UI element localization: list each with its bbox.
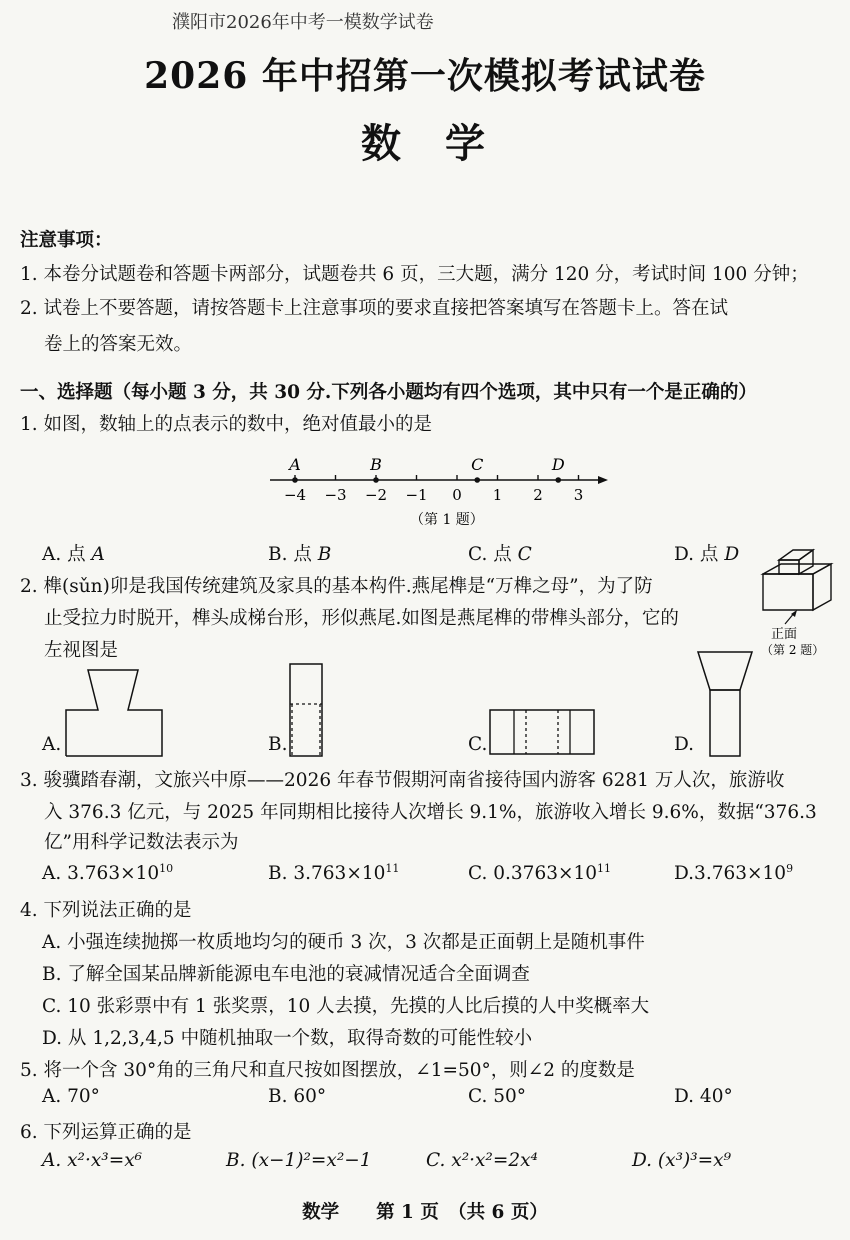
point-label-c: C (471, 455, 484, 474)
q3-line-2: 入 376.3 亿元，与 2025 年同期相比接待人次增长 9.1%，旅游收入增长 9.6%，数据“376.3 (44, 802, 817, 823)
q4-option-a: A. 小强连续抛掷一枚质地均匀的硬币 3 次，3 次都是正面朝上是随机事件 (42, 932, 645, 953)
q4-stem: 4. 下列说法正确的是 (20, 900, 192, 921)
point-b (373, 477, 379, 483)
q1-option-c: C. 点 C (468, 544, 532, 565)
q2-option-c-figure (486, 706, 598, 758)
section-heading: 一、选择题（每小题 3 分，共 30 分.下列各小题均有四个选项，其中只有一个是正确的） (20, 382, 757, 403)
q3-option-c: C. $0.3763\times 10^{11}$ (468, 862, 612, 885)
notice-item-2: 2. 试卷上不要答题，请按答题卡上注意事项的要求直接把答案填写在答题卡上。答在试 (20, 298, 729, 319)
tick-label-5: 1 (492, 486, 503, 504)
q2-option-b-label: B. (268, 734, 288, 755)
point-a (292, 477, 298, 483)
q2-option-a-label: A. (42, 734, 62, 755)
tick-label-1: −3 (324, 486, 347, 504)
dovetail-3d-figure (755, 534, 847, 660)
tick-label-0: −4 (283, 486, 307, 504)
q3-line-1: 3. 骏骥踏春潮，文旅兴中原——2026 年春节假期河南省接待国内游客 6281 万人次，旅游收 (20, 770, 785, 791)
q5-stem: 5. 将一个含 30°角的三角尺和直尺按如图摆放，∠1=50°，则∠2 的度数是 (20, 1060, 635, 1081)
tick-label-2: −2 (364, 486, 388, 504)
q6-option-c: C. x²·x²=2x⁴ (426, 1150, 538, 1171)
q4-option-c: C. 10 张彩票中有 1 张奖票，10 人去摸，先摸的人比后摸的人中奖概率大 (42, 996, 650, 1017)
notice-item-2-cont: 卷上的答案无效。 (44, 334, 193, 355)
q2-option-d-figure (694, 646, 758, 762)
q2-option-b-figure (284, 660, 330, 760)
page-title: 2026 年中招第一次模拟考试试卷 (144, 55, 706, 97)
q2-line-1: 2. 榫(sǔn)卯是我国传统建筑及家具的基本构件.燕尾榫是“万榫之母”，为了防 (20, 576, 653, 597)
point-label-d: D (551, 455, 565, 474)
q2-line-2: 止受拉力时脱开，榫头成梯台形，形似燕尾.如图是燕尾榫的带榫头部分，它的 (44, 608, 679, 629)
q4-option-b: B. 了解全国某品牌新能源电车电池的衰减情况适合全面调查 (42, 964, 530, 985)
q1-option-b: B. 点 B (268, 544, 332, 565)
q2-caption: （第 2 题） (761, 643, 825, 657)
q5-option-d: D. 40° (674, 1086, 733, 1107)
tick-label-3: −1 (405, 486, 428, 504)
axis-arrow (598, 476, 608, 484)
q6-stem: 6. 下列运算正确的是 (20, 1122, 192, 1143)
tick-label-4: 0 (452, 486, 462, 504)
q2-option-a-figure (60, 664, 170, 760)
tick-label-7: 3 (573, 486, 584, 504)
notice-heading: 注意事项： (20, 230, 113, 251)
notice-item-1: 1. 本卷分试题卷和答题卡两部分，试题卷共 6 页，三大题，满分 120 分，考试时间 100 分钟； (20, 264, 809, 285)
q4-option-d: D. 从 1,2,3,4,5 中随机抽取一个数，取得奇数的可能性较小 (42, 1028, 533, 1049)
q3-option-d: $D.3.763\times 10^9$ (674, 862, 794, 885)
number-line-figure (262, 450, 612, 536)
point-d (555, 477, 561, 483)
q2-option-d-label: D. (674, 734, 695, 755)
q1-caption: （第 1 题） (410, 512, 484, 528)
point-label-b: B (370, 455, 382, 474)
point-label-a: A (289, 455, 301, 474)
q3-option-b: B. $3.763\times 10^{11}$ (268, 862, 400, 885)
page-footer: 数学 第 1 页 （共 6 页） (302, 1202, 548, 1223)
q1-stem: 1. 如图，数轴上的点表示的数中，绝对值最小的是 (20, 414, 433, 435)
q6-option-b: B. (x−1)²=x²−1 (226, 1150, 372, 1171)
q6-option-d: D. (x³)³=x⁹ (632, 1150, 731, 1171)
q5-option-b: B. 60° (268, 1086, 327, 1107)
q1-option-a: A. 点 A (42, 544, 105, 565)
q2-line-3: 左视图是 (44, 640, 119, 661)
q5-option-a: A. 70° (42, 1086, 100, 1107)
header-note: 濮阳市2026年中考一模数学试卷 (172, 12, 434, 33)
front-label: 正面 (771, 627, 798, 642)
q1-option-d: D. 点 D (674, 544, 740, 565)
q3-line-3: 亿”用科学记数法表示为 (44, 832, 239, 853)
point-c (474, 477, 480, 483)
q3-option-a: A. $3.763\times 10^{10}$ (42, 862, 174, 885)
q6-option-a: A. x²·x³=x⁶ (42, 1150, 143, 1171)
subject-title: 数学 (361, 120, 529, 167)
q5-option-c: C. 50° (468, 1086, 527, 1107)
q2-option-c-label: C. (468, 734, 488, 755)
tick-label-6: 2 (533, 486, 543, 504)
